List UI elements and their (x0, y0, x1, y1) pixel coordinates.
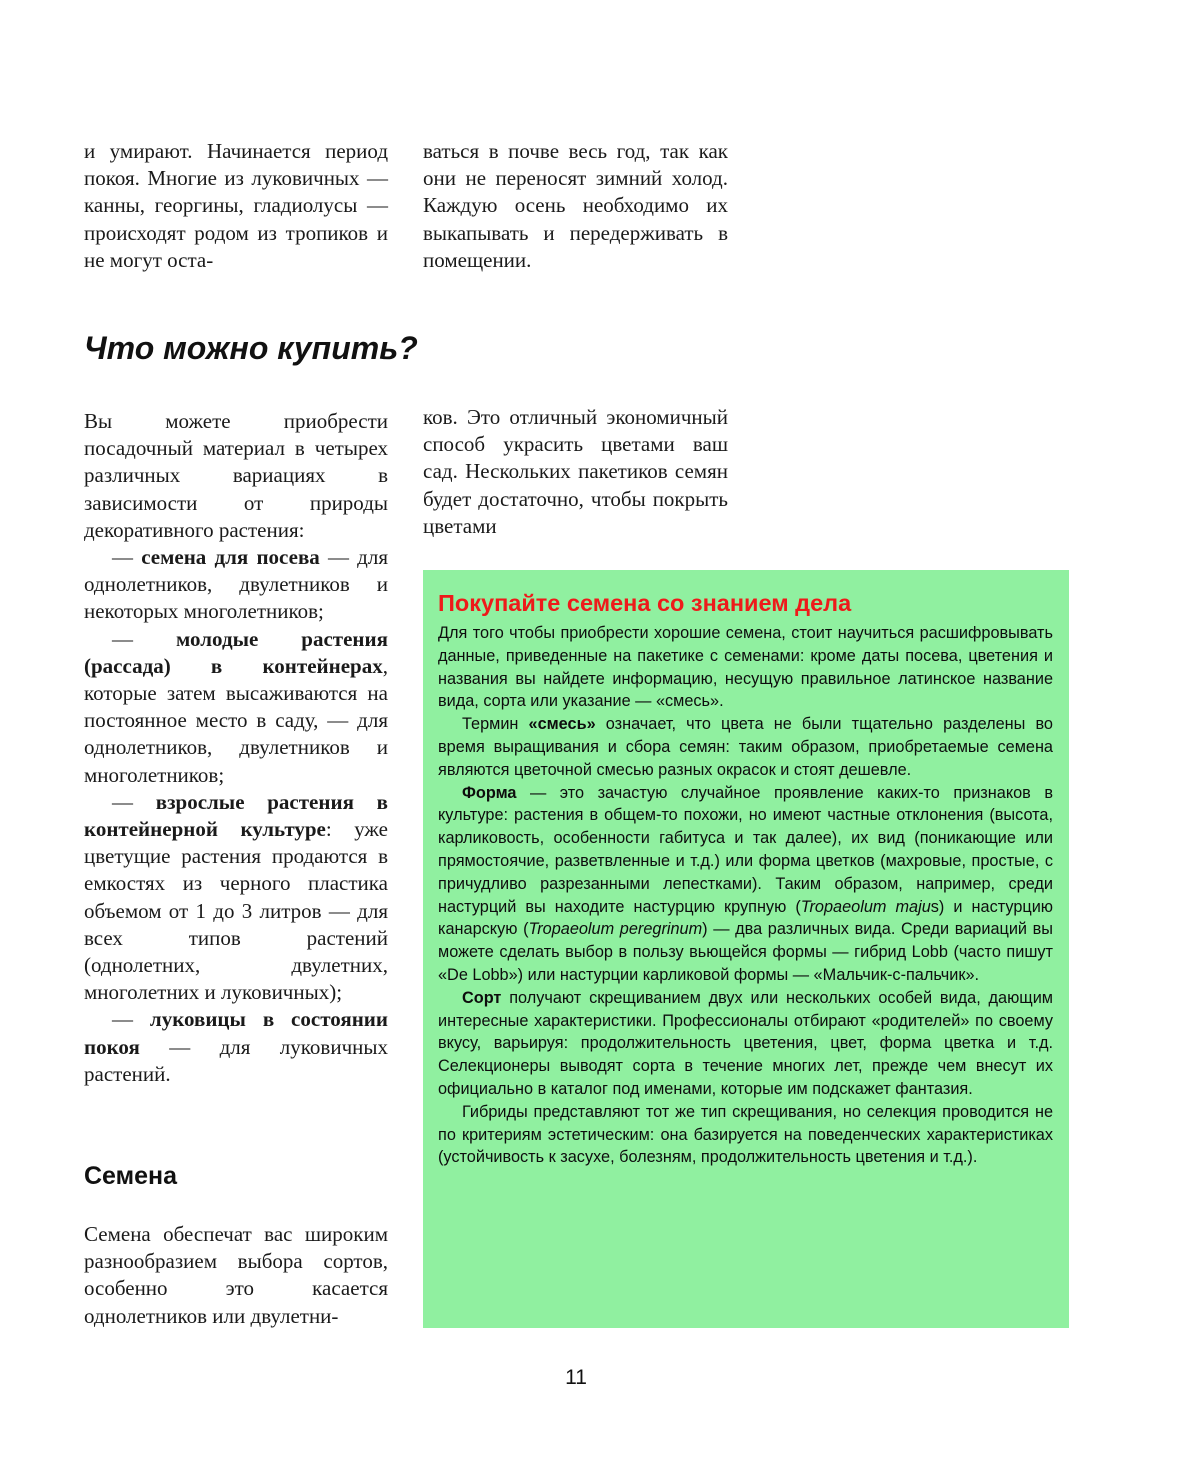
list-term: луковицы в состоянии покоя (84, 1007, 388, 1059)
sidebar-term: «смесь» (528, 715, 596, 734)
list-item (84, 789, 388, 1007)
list-rest: — для однолетников, двулетников и некоторых многолетников; (84, 545, 388, 624)
page-number: 11 (565, 1366, 587, 1389)
list-dash: — (112, 545, 142, 570)
mid-right-paragraph: ков. Это отличный экономичный способ украсить цветами ваш сад. Нескольких пакетиков семян будет достаточно, чтобы покрыть цветами (423, 405, 728, 538)
sidebar-paragraph (438, 713, 1053, 781)
top-right-paragraph: ваться в почве весь год, так как они не переносят зимний холод. Каждую осень необходимо их выкапывать и передерживать в помещении. (423, 139, 728, 272)
info-sidebar-box (423, 570, 1069, 1328)
sidebar-term: Сорт (462, 988, 502, 1007)
sidebar-text: s) и настурцию канарскую ( (438, 897, 1054, 939)
list-dash: — (112, 626, 177, 651)
list-term: взрослые растения в контейнерной культуре (84, 789, 388, 842)
section-title: Что можно купить? (84, 330, 418, 366)
sidebar-paragraph: Гибриды представляют тот же тип скрещивания, но селекция проводится не по критериям эстетическим: она базируется на поведенческих характеристиках (устойчивость к засухе, болезням, продолжительность цветения и т.д.). (438, 1102, 1053, 1167)
mid-right-column (423, 404, 728, 540)
list-rest: — для луковичных растений. (84, 1034, 388, 1086)
list-dash: — (112, 789, 156, 814)
subsection-title: Семена (84, 1162, 178, 1190)
bottom-left-paragraph: Семена обеспечат вас широким разнообразием выбора сортов, особенно это касается однолетников или двулетни- (84, 1222, 388, 1328)
sidebar-paragraph (438, 782, 1053, 987)
sidebar-text: ) — два различных вида. Среди вариаций вы можете сделать выбор в пользу вьющейся формы — гибрид Lobb (часто пишут «De Lobb») или настурции карликовой формы — «Мальчик-с-пальчик». (438, 920, 1054, 984)
sidebar-text: получают скрещиванием двух или нескольких особей вида, дающим интересные характеристики. Профессионалы отбирают «родителей» по своему вкусу, варьируя: продолжительность цветения, цвет, форма цветка и т.д. Селекционеры выводят сорта в течение многих лет, прежде чем внесут их официально в каталог под именами, которые им подскажет фантазия. (438, 988, 1053, 1098)
list-term: семена для посева (141, 545, 320, 570)
latin-name: Tropaeolum peregrinum (528, 920, 703, 939)
list-item (84, 626, 388, 789)
sidebar-body (438, 622, 1053, 1169)
list-rest: : уже цветущие растения продаются в емкостях из черного пластика объемом от 1 до 3 литров — для всех типов растений (однолетних, двулетних, многолетних и луковичных); (84, 817, 388, 1005)
bottom-left-column (84, 1221, 388, 1330)
latin-name: Tropaeolum maju (800, 897, 931, 916)
intro-paragraph: Вы можете приобрести посадочный материал в четырех различных вариациях в зависимости от природы декоративного растения: (84, 409, 388, 542)
sidebar-paragraph (438, 987, 1053, 1101)
top-left-column (84, 138, 388, 274)
sidebar-text: — это зачастую случайное проявление каких-то признаков в культуре: растения в общем-то похожи, но имеют частные отклонения (высота, карликовость, особенности габитуса и так далее), их вид (поникающие или прямостоячие, разветвленные и т.д.) или форма цветков (махровые, простые, с причудливо разрезанными лепестками). Таким образом, например, среди настурций вы находите настурцию крупную ( (438, 783, 1053, 916)
list-rest: , которые затем высаживаются на постоянное место в саду, — для однолетников, двулетников и многолетников; (84, 653, 388, 787)
list-term: молодые растения (рассада) в контейнерах (84, 626, 388, 678)
sidebar-title: Покупайте семена со знанием дела (438, 590, 852, 616)
list-item (84, 544, 388, 626)
mid-left-column (84, 408, 388, 1088)
sidebar-term: Форма (462, 783, 517, 802)
sidebar-text: означает, что цвета не были тщательно разделены во время выращивания и сбора семян: таким образом, приобретаемые семена являются цветочной смесью разных окрасок и стоят дешевле. (438, 715, 1053, 779)
sidebar-text: Термин (462, 715, 529, 734)
top-right-column (423, 138, 728, 274)
sidebar-paragraph: Для того чтобы приобрести хорошие семена, стоит научиться расшифровывать данные, приведенные на пакетике с семенами: кроме даты посева, цветения и названия вы найдете информацию, несущую правильное латинское название вида, сорта или указание — «смесь». (438, 624, 1053, 711)
list-item (84, 1006, 388, 1088)
list-dash: — (112, 1007, 150, 1032)
top-left-paragraph: и умирают. Начинается период покоя. Многие из луковичных — канны, георгины, гладиолусы — происходят родом из тропиков и не могут оста- (84, 139, 388, 272)
